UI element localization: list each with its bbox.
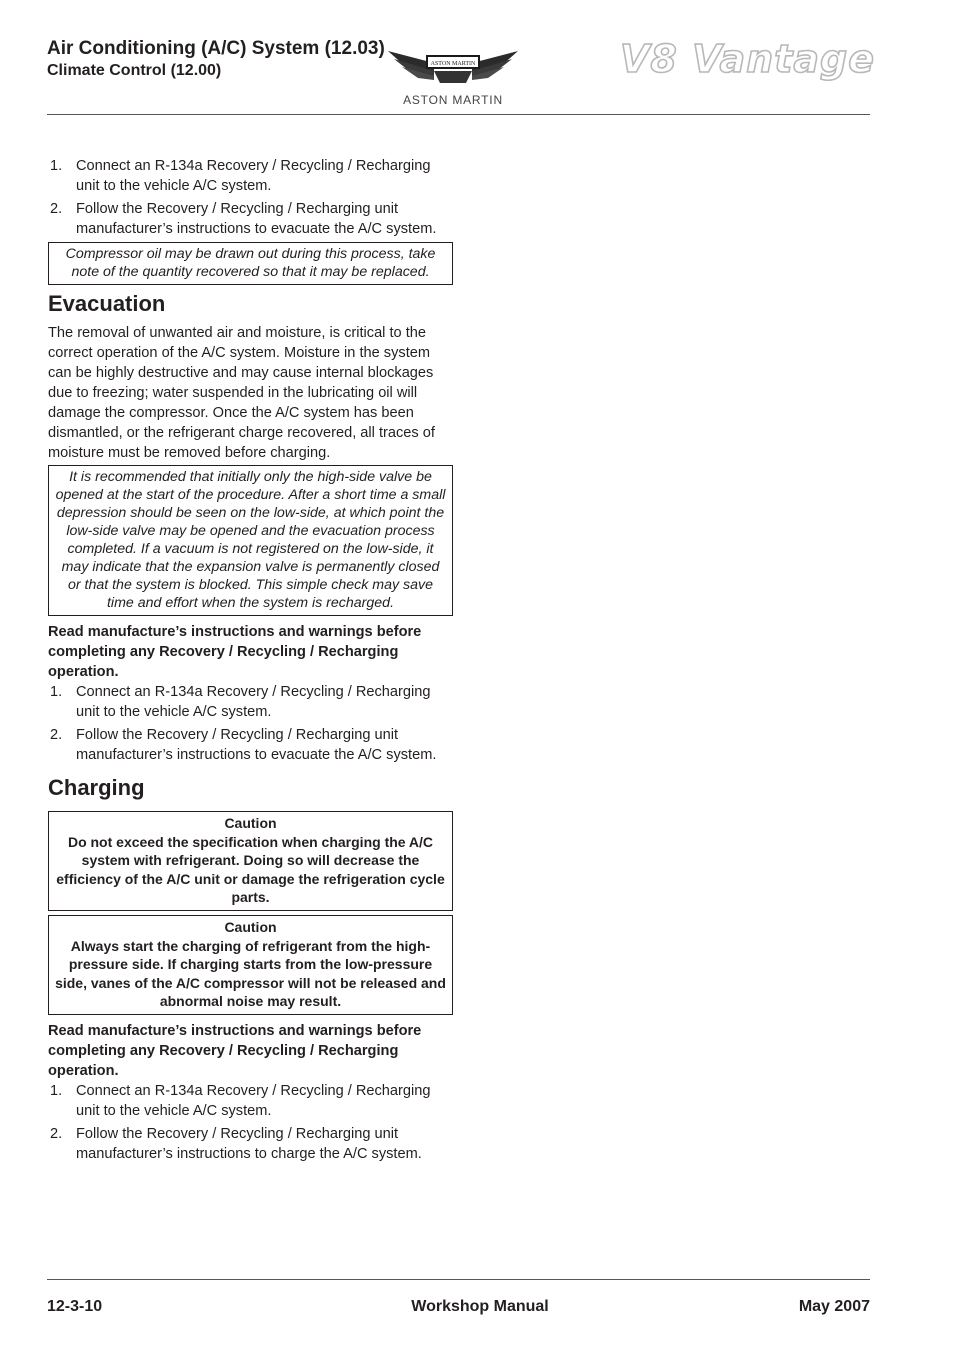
intro-steps xyxy=(48,156,453,239)
content-column xyxy=(48,156,453,1167)
caution-text: Do not exceed the specification when charging the A/C system with refrigerant. Doing so will decrease the efficiency of the A/C unit or damage the refrigeration cycle parts. xyxy=(56,833,445,906)
step-text: Follow the Recovery / Recycling / Recharging unit manufacturer’s instructions to evacuate the A/C system. xyxy=(76,727,437,763)
aston-martin-wings-logo xyxy=(386,41,520,95)
caution-text: Always start the charging of refrigerant from the high-pressure side. If charging starts from the low-pressure side, vanes of the A/C compressor will not be released and abnormal noise may result. xyxy=(55,937,446,1010)
step-text: Follow the Recovery / Recycling / Recharging unit manufacturer’s instructions to charge the A/C system. xyxy=(76,1125,422,1162)
brand-name: ASTON MARTIN xyxy=(403,93,503,107)
charging-heading: Charging xyxy=(48,775,145,800)
page-number: 12-3-10 xyxy=(47,1298,103,1315)
step-text: Connect an R-134a Recovery / Recycling / Recharging unit to the vehicle A/C system. xyxy=(76,1082,431,1119)
list-item xyxy=(48,199,453,239)
header-rule xyxy=(47,114,870,115)
evacuation-steps xyxy=(48,682,453,765)
evacuation-warning: Read manufacture’s instructions and warnings before completing any Recovery / Recycling / Recharging operation. xyxy=(48,624,422,680)
step-number: 1. xyxy=(50,158,63,174)
charging-warning: Read manufacture’s instructions and warnings before completing any Recovery / Recycling / Recharging operation. xyxy=(48,1022,422,1079)
evacuation-paragraph: The removal of unwanted air and moisture, is critical to the correct operation of the A/C system. Moisture in the system can be highly destructive and may cause internal blockages due to freezing; water suspended in the lubricating oil will damage the compressor. Once the A/C system has been dismantled, or the refrigerant charge recovered, all traces of moisture must be removed before charging. xyxy=(48,325,435,461)
step-number: 1. xyxy=(50,1082,63,1099)
footer-rule xyxy=(47,1279,870,1280)
caution-box xyxy=(48,915,453,1015)
list-item xyxy=(48,1124,453,1164)
v8-vantage-wordmark xyxy=(620,36,890,82)
step-text: Connect an R-134a Recovery / Recycling / Recharging unit to the vehicle A/C system. xyxy=(76,684,431,720)
step-text: Connect an R-134a Recovery / Recycling / Recharging unit to the vehicle A/C system. xyxy=(76,158,431,194)
caution-title: Caution xyxy=(224,918,277,935)
section-subtitle: Climate Control (12.00) xyxy=(47,62,222,79)
intro-note: Compressor oil may be drawn out during this process, take note of the quantity recovered so that it may be replaced. xyxy=(48,242,453,285)
step-number: 2. xyxy=(50,1125,63,1142)
step-text: Follow the Recovery / Recycling / Recharging unit manufacturer’s instructions to evacuate the A/C system. xyxy=(76,201,437,237)
section-title: Air Conditioning (A/C) System (12.03) xyxy=(47,38,385,59)
publication-date: May 2007 xyxy=(798,1298,870,1315)
charging-steps xyxy=(48,1081,453,1164)
caution-box xyxy=(48,811,453,911)
step-number: 2. xyxy=(50,727,63,743)
list-item xyxy=(48,725,453,765)
list-item xyxy=(48,1081,453,1121)
step-number: 1. xyxy=(50,684,63,700)
manual-title: Workshop Manual xyxy=(411,1298,549,1315)
model-name: V8 Vantage xyxy=(620,37,876,81)
step-number: 2. xyxy=(50,201,63,217)
list-item xyxy=(48,682,453,722)
caution-title: Caution xyxy=(224,815,277,831)
evacuation-note: It is recommended that initially only the high-side valve be opened at the start of the procedure. After a short time a small depression should be seen on the low-side, at which point the low-side valve may be opened and the evacuation process completed. If a vacuum is not registered on the low-side, it may indicate that the expansion valve is permanently closed or that the system is blocked. This simple check may save time and effort when the system is recharged. xyxy=(48,465,453,616)
logo-plate-text: ASTON MARTIN xyxy=(430,61,476,67)
list-item xyxy=(48,156,453,196)
evacuation-heading: Evacuation xyxy=(48,291,166,316)
